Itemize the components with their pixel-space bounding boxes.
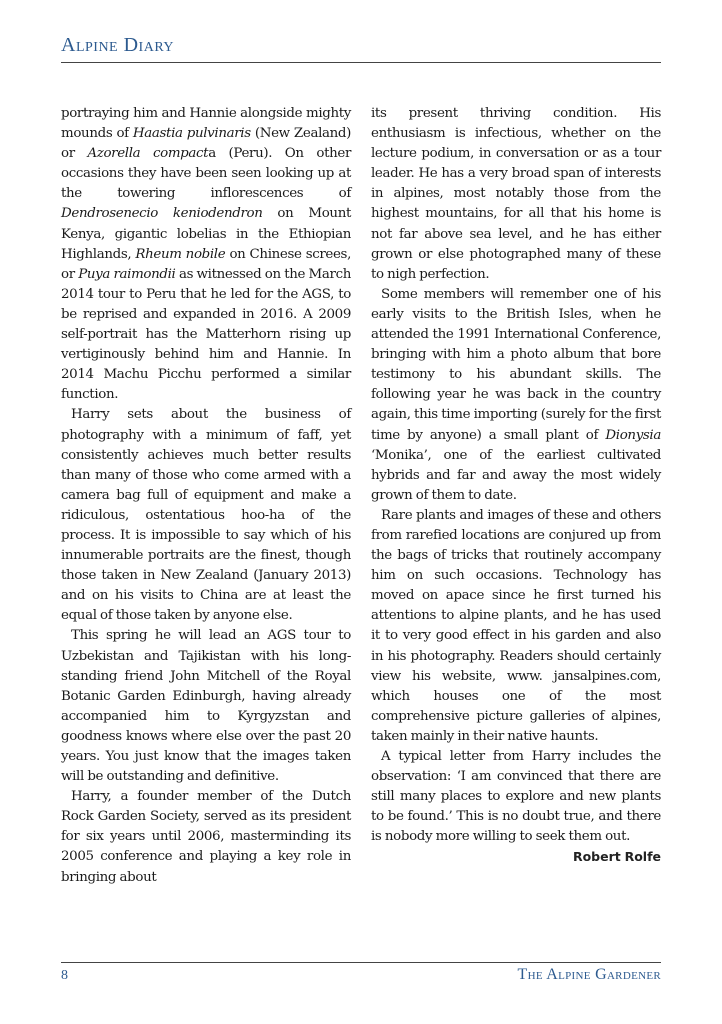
- species-name: Dendrosenecio keniodendron: [61, 206, 263, 222]
- running-header-title: Alpine Diary: [61, 34, 174, 56]
- paragraph: A typical letter from Harry includes the observation: ‘I am convinced that there are still many places to explore and new plants to be found.’ This is no doubt true, and there is nobody more willing to seek them out.: [371, 749, 661, 845]
- publication-title: The Alpine Gardener: [517, 966, 661, 983]
- species-name: Puya raimondii: [78, 266, 176, 282]
- paragraph: Harry sets about the business of photography with a minimum of faff, yet consistently achieves much better results than many of those who come armed with a camera bag full of equipment and make a ridiculous, ostentatious hoo-ha of the process. It is impossible to say which of his innumerable portraits are the finest, though those taken in New Zealand (January 2013) and on his visits to China are at least the equal of those taken by anyone else.: [61, 407, 351, 624]
- author-byline: Robert Rolfe: [572, 849, 661, 865]
- species-name: Haastia pulvinaris: [132, 126, 251, 142]
- page-number: 8: [61, 968, 68, 983]
- paragraph: Harry, a founder member of the Dutch Rock Garden Society, served as its president for six years until 2006, masterminding its 2005 conference and playing a key role in bringing about: [61, 789, 351, 885]
- header-divider: [61, 62, 661, 63]
- paragraph: Some members will remember one of his early visits to the British Isles, when he attended the 1991 International Conference, bringing with him a photo album that bore testimony to his abundant skills. The following year he was back in the country again, this time importing (surely for the first time by anyone) a small plant of Dionysia ‘Monika’, one of the earliest cultivated hybrids and far and away the most widely grown of them to date.: [371, 286, 661, 503]
- paragraph: This spring he will lead an AGS tour to Uzbekistan and Tajikistan with his long-standing friend John Mitchell of the Royal Botanic Garden Edinburgh, having already accompanied him to Kyrgyzstan and goodness knows where else over the past 20 years. You just know that the images taken will be outstanding and definitive.: [61, 628, 351, 785]
- species-name: Dionysia: [605, 427, 661, 443]
- left-column: [61, 104, 351, 888]
- species-name: Rheum nobile: [135, 246, 226, 262]
- species-name: Azorella compact: [87, 146, 209, 162]
- paragraph: portraying him and Hannie alongside mighty mounds of Haastia pulvinaris (New Zealand) or Azorella compacta (Peru). On other occasions they have been seen looking up at the towering inflorescences of Dendrosenecio keniodendron on Mount Kenya, gigantic lobelias in the Ethiopian Highlands, Rheum nobile on Chinese screes, or Puya raimondii as witnessed on the March 2014 tour to Peru that he led for the AGS, to be reprised and expanded in 2016. A 2009 self-portrait has the Matterhorn rising up vertiginously behind him and Hannie. In 2014 Machu Picchu performed a similar function.: [61, 106, 352, 403]
- paragraph: its present thriving condition. His enthusiasm is infectious, whether on the lecture podium, in conversation or as a tour leader. He has a very broad span of interests in alpines, most notably those from the highest mountains, for all that his home is not far above sea level, and he has either grown or else photographed many of these to nigh perfection.: [371, 106, 661, 282]
- footer-divider: [61, 962, 661, 963]
- right-column: [371, 104, 661, 867]
- paragraph: Rare plants and images of these and others from rarefied locations are conjured up from the bags of tricks that routinely accompany him on such occasions. Technology has moved on apace since he first turned his attentions to alpine plants, and he has used it to very good effect in his garden and also in his photography. Readers should certainly view his website, www. jansalpines.com, which houses one of the most comprehensive picture galleries of alpines, taken mainly in their native haunts.: [371, 507, 661, 744]
